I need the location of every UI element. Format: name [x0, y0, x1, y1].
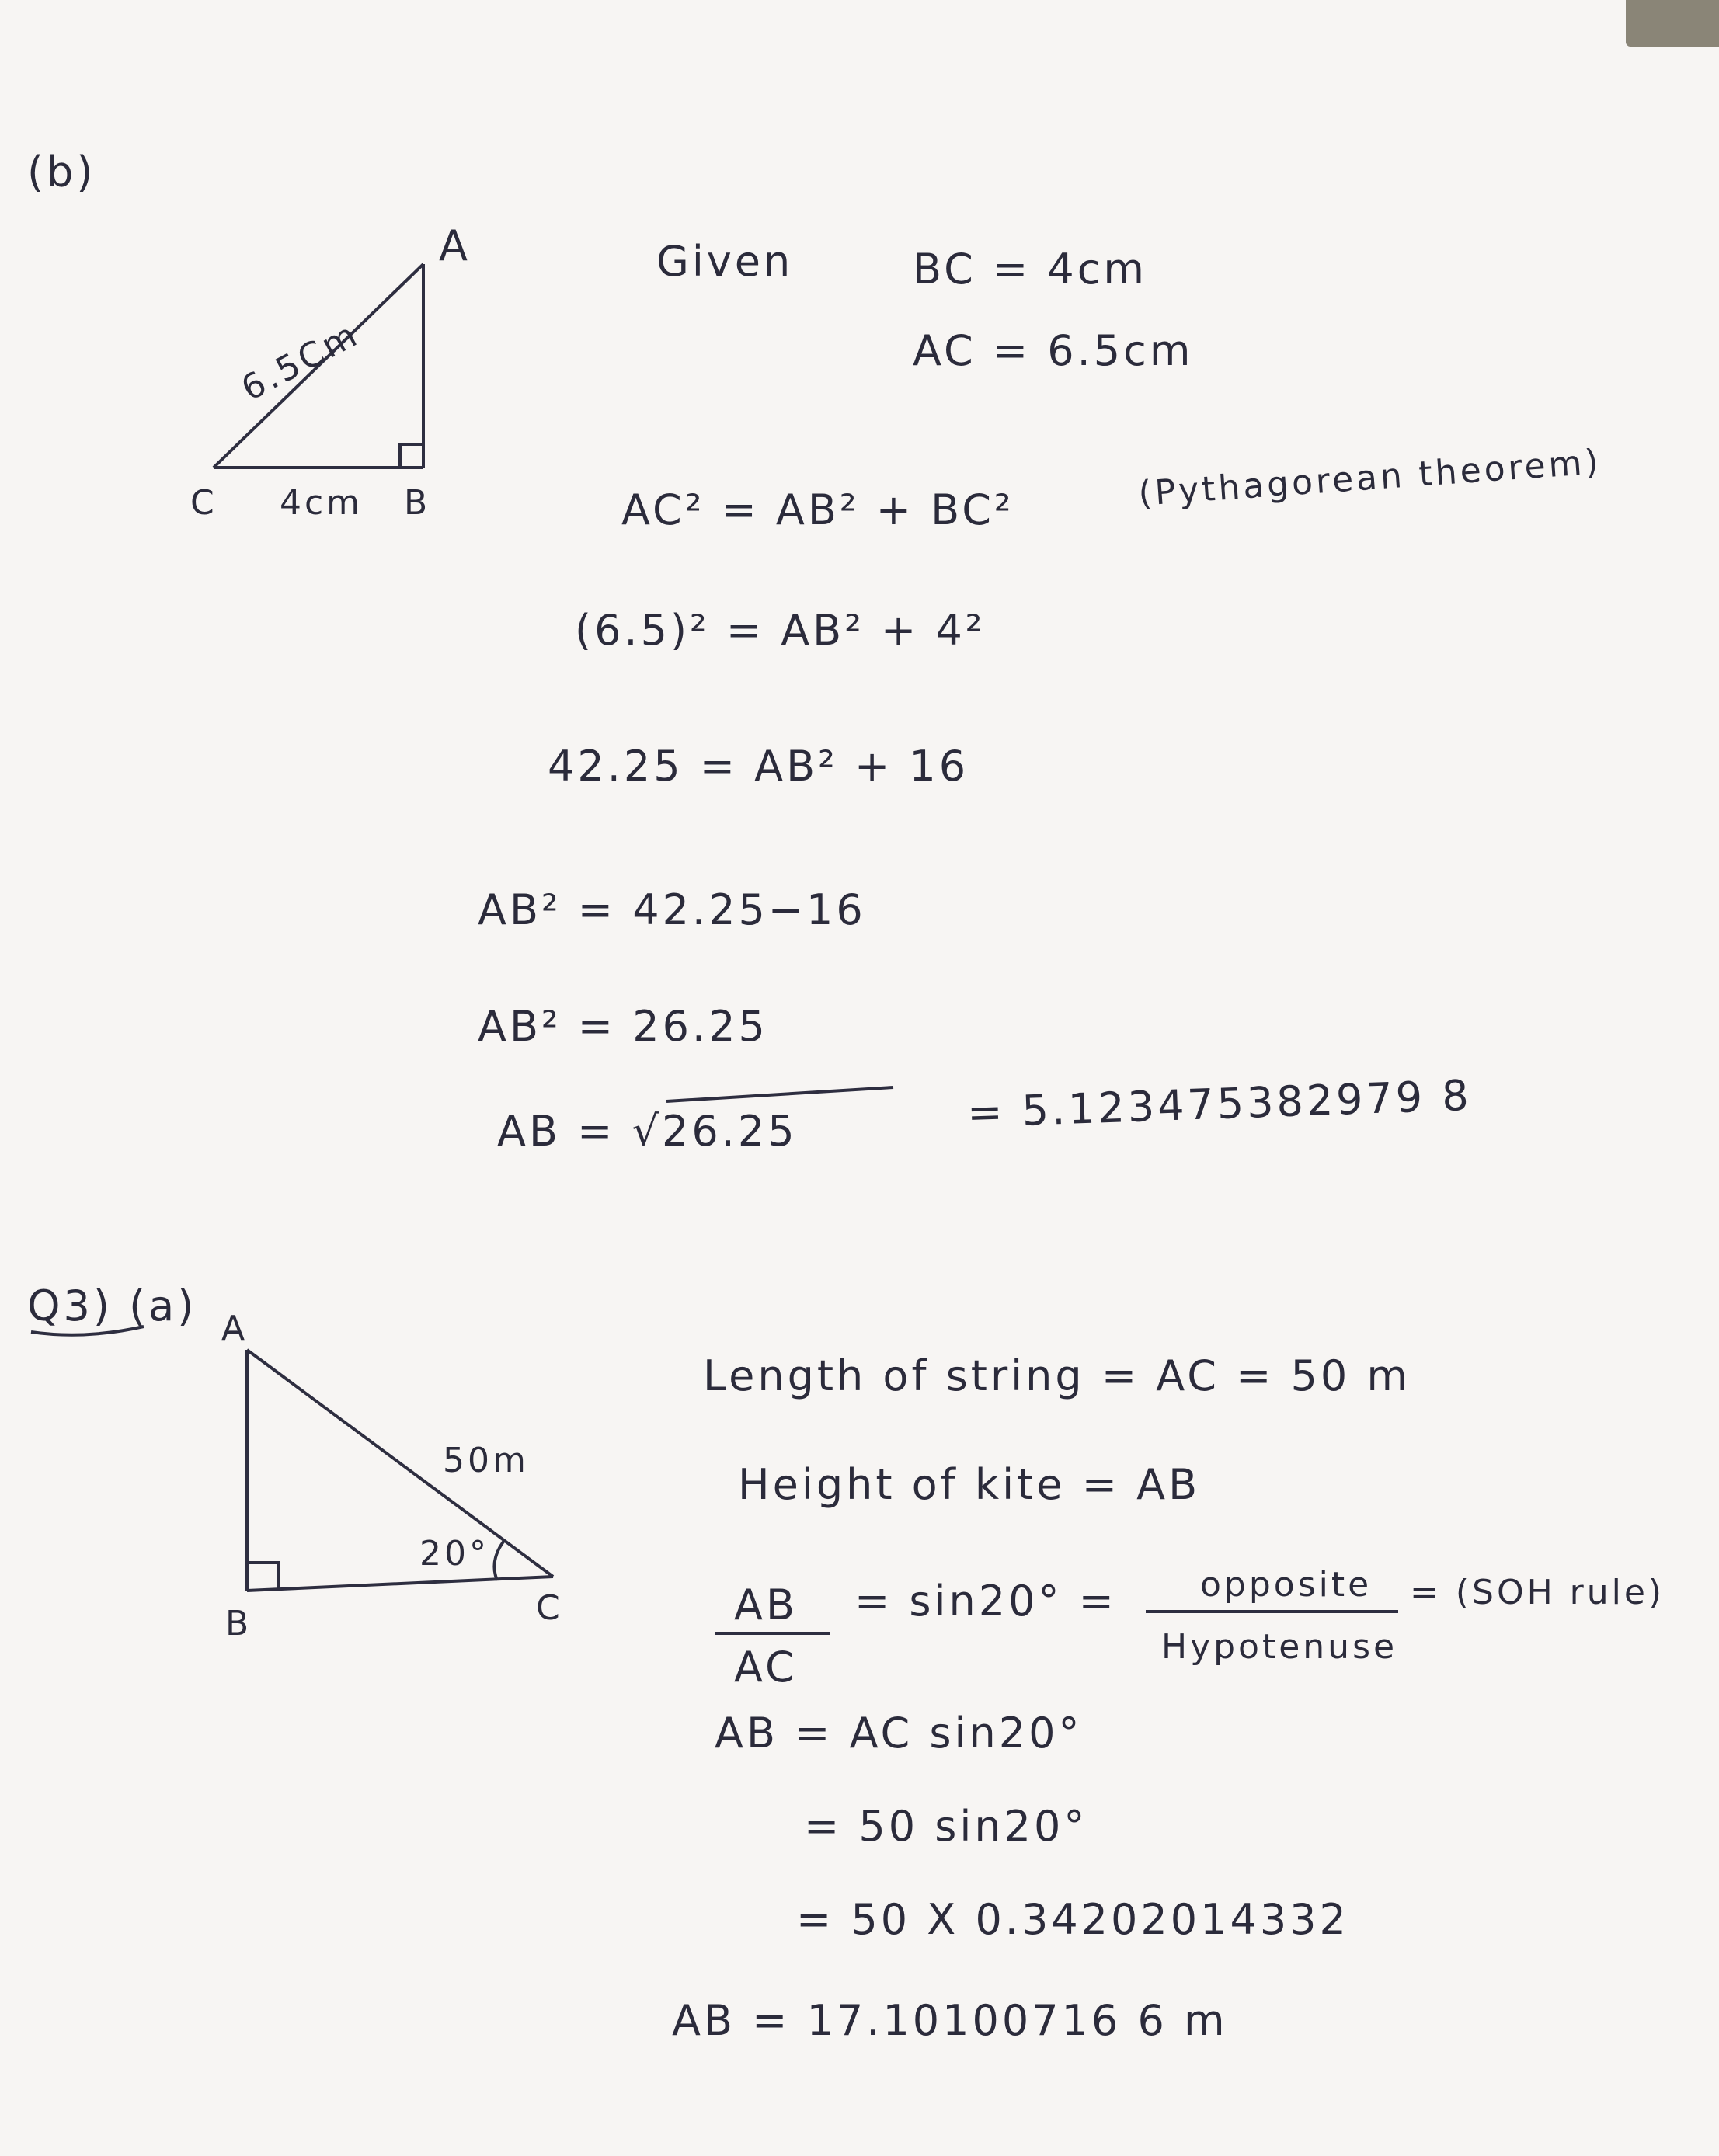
- pythagorean-note: (Pythagorean theorem): [1136, 442, 1603, 514]
- q3-vertex-c: C: [536, 1588, 563, 1628]
- vertex-a-label: A: [439, 221, 471, 270]
- sqrt-overline: [666, 1087, 893, 1101]
- ratio-numerator: AB: [734, 1580, 798, 1629]
- kite-height-line: Height of kite = AB: [738, 1460, 1201, 1509]
- equation-ab-ac-sin: AB = AC sin20°: [715, 1709, 1083, 1758]
- equation-50-sin: = 50 sin20°: [804, 1802, 1088, 1851]
- equation-ab-sqrt: AB = √26.25: [497, 1107, 798, 1156]
- equation-square: 42.25 = AB² + 16: [548, 742, 969, 791]
- vertex-b-label: B: [404, 483, 431, 523]
- hypotenuse-word: Hypotenuse: [1161, 1627, 1398, 1667]
- q3-angle-label: 20°: [419, 1534, 489, 1574]
- equation-multiply: = 50 X 0.34202014332: [796, 1895, 1349, 1944]
- equation-ab-result: = 5.123475382979 8: [966, 1070, 1473, 1138]
- ratio-denominator: AC: [734, 1643, 798, 1692]
- soh-rule-note: = (SOH rule): [1410, 1573, 1665, 1612]
- equation-substitute: (6.5)² = AB² + 4²: [575, 606, 986, 655]
- equation-ab-squared: AB² = 26.25: [478, 1002, 768, 1051]
- string-length-line: Length of string = AC = 50 m: [703, 1351, 1411, 1400]
- final-answer: AB = 17.10100716 6 m: [672, 1996, 1228, 2045]
- equation-pythagoras: AC² = AB² + BC²: [621, 485, 1014, 534]
- given-label: Given: [656, 237, 794, 286]
- given-ac: AC = 6.5cm: [913, 326, 1194, 375]
- q3-hypotenuse-label: 50m: [443, 1441, 529, 1480]
- q3-vertex-a: A: [221, 1309, 249, 1348]
- opposite-word: opposite: [1200, 1565, 1373, 1605]
- vertex-c-label: C: [190, 483, 217, 523]
- sin-equation: = sin20° =: [854, 1577, 1117, 1626]
- q3-vertex-b: B: [225, 1604, 252, 1643]
- given-bc: BC = 4cm: [913, 245, 1148, 294]
- equation-isolate: AB² = 42.25−16: [478, 885, 866, 934]
- q3-label: Q3) (a): [27, 1281, 197, 1330]
- base-label-b: 4cm: [280, 483, 364, 523]
- part-b-label: (b): [27, 148, 96, 196]
- hypotenuse-label-b: 6.5Cm: [235, 314, 366, 409]
